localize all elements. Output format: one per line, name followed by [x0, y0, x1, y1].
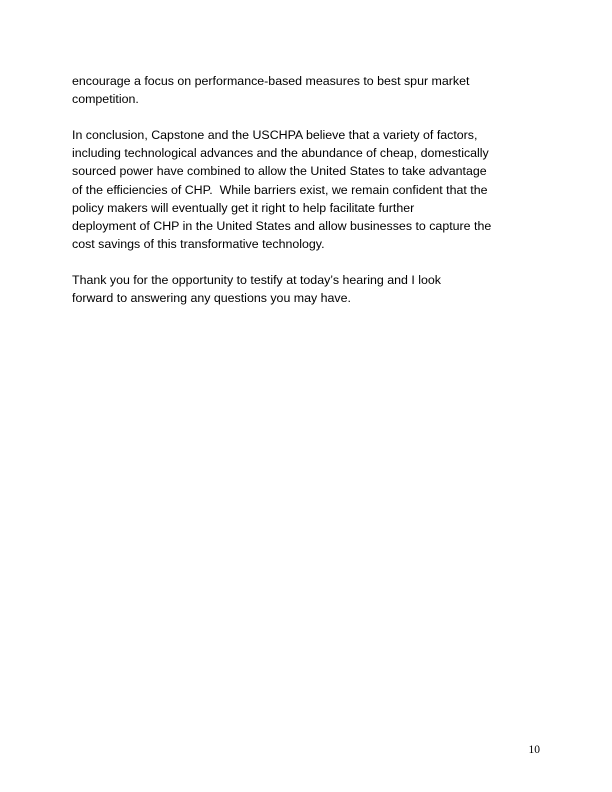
- page-number: 10: [528, 744, 540, 756]
- text-line: In conclusion, Capstone and the USCHPA believe that a variety of factors,: [72, 128, 478, 143]
- paragraph-closing-measures: [72, 72, 547, 108]
- paragraph-spacer: [72, 253, 547, 271]
- text-line: sourced power have combined to allow the United States to take advantage: [72, 164, 487, 179]
- text-line: cost savings of this transformative technology.: [72, 236, 325, 251]
- text-line: Thank you for the opportunity to testify at today’s hearing and I look: [72, 273, 441, 288]
- paragraph-conclusion: [72, 126, 547, 253]
- text-line: including technological advances and the abundance of cheap, domestically: [72, 146, 489, 161]
- text-line: competition.: [72, 92, 139, 107]
- text-line: policy makers will eventually get it right to help facilitate further: [72, 200, 415, 215]
- text-line: forward to answering any questions you may have.: [72, 291, 351, 306]
- body-text: [72, 72, 547, 307]
- text-line: of the efficiencies of CHP. While barriers exist, we remain confident that the: [72, 182, 488, 197]
- text-line: deployment of CHP in the United States and allow businesses to capture the: [72, 218, 492, 233]
- paragraph-spacer: [72, 108, 547, 126]
- text-line: encourage a focus on performance-based measures to best spur market: [72, 74, 470, 88]
- paragraph-thank-you: [72, 271, 547, 307]
